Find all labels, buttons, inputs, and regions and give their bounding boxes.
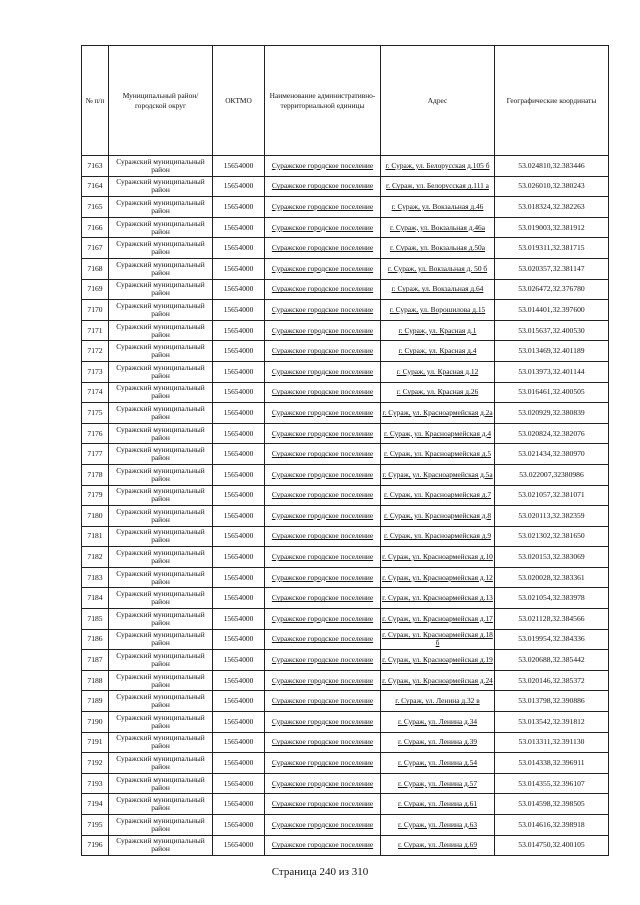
cell-oktmo: 15654000 [213,773,265,794]
cell-num: 7178 [82,464,109,485]
cell-municipality: Суражский муниципальный район [109,156,213,177]
table-row [82,547,609,568]
cell-address: г. Сураж, ул. Вокзальная д.46 [381,197,495,218]
address-table [81,45,609,856]
cell-coords: 53.021434,32.380970 [495,444,609,465]
cell-coords: 53.014616,32.398918 [495,815,609,836]
table-row [82,197,609,218]
cell-oktmo: 15654000 [213,526,265,547]
table-row [82,609,609,630]
cell-oktmo: 15654000 [213,650,265,671]
cell-municipality: Суражский муниципальный район [109,588,213,609]
cell-unit: Суражское городское поселение [265,464,381,485]
cell-oktmo: 15654000 [213,588,265,609]
cell-oktmo: 15654000 [213,567,265,588]
cell-num: 7176 [82,423,109,444]
cell-oktmo: 15654000 [213,506,265,527]
table-row [82,670,609,691]
cell-address: г. Сураж, ул. Красная д.1 [381,320,495,341]
cell-oktmo: 15654000 [213,217,265,238]
cell-coords: 53.019311,32.381715 [495,238,609,259]
cell-coords: 53.020357,32.381147 [495,258,609,279]
table-row [82,588,609,609]
cell-address: г. Сураж, ул. Белорусская д.105 б [381,156,495,177]
cell-coords: 53.018324,32.382263 [495,197,609,218]
header-num: № п/п [82,46,109,156]
cell-municipality: Суражский муниципальный район [109,794,213,815]
cell-oktmo: 15654000 [213,732,265,753]
cell-num: 7193 [82,773,109,794]
cell-municipality: Суражский муниципальный район [109,320,213,341]
cell-num: 7186 [82,629,109,650]
cell-address: г. Сураж, ул. Красноармейская д.18 б [381,629,495,650]
cell-num: 7184 [82,588,109,609]
cell-municipality: Суражский муниципальный район [109,238,213,259]
cell-municipality: Суражский муниципальный район [109,732,213,753]
table-row [82,650,609,671]
cell-oktmo: 15654000 [213,382,265,403]
cell-num: 7175 [82,403,109,424]
cell-coords: 53.020824,32.382076 [495,423,609,444]
table-row [82,238,609,259]
cell-municipality: Суражский муниципальный район [109,217,213,238]
cell-address: г. Сураж, ул. Красноармейская д.24 [381,670,495,691]
cell-oktmo: 15654000 [213,423,265,444]
table-row [82,423,609,444]
cell-address: г. Сураж, ул. Красная д.26 [381,382,495,403]
table-row [82,732,609,753]
cell-num: 7180 [82,506,109,527]
cell-unit: Суражское городское поселение [265,547,381,568]
cell-oktmo: 15654000 [213,300,265,321]
cell-coords: 53.014355,32.396107 [495,773,609,794]
cell-oktmo: 15654000 [213,444,265,465]
cell-unit: Суражское городское поселение [265,156,381,177]
cell-address: г. Сураж, ул. Красноармейская д.2а [381,403,495,424]
cell-num: 7177 [82,444,109,465]
cell-oktmo: 15654000 [213,279,265,300]
cell-coords: 53.020113,32.382359 [495,506,609,527]
table-header [82,46,609,156]
cell-municipality: Суражский муниципальный район [109,361,213,382]
cell-address: г. Сураж, ул. Ленина д.39 [381,732,495,753]
cell-address: г. Сураж, ул. Вокзальная д. 50 б [381,258,495,279]
cell-num: 7188 [82,670,109,691]
cell-oktmo: 15654000 [213,835,265,856]
cell-oktmo: 15654000 [213,629,265,650]
cell-address: г. Сураж, ул. Красная д.4 [381,341,495,362]
cell-num: 7167 [82,238,109,259]
cell-num: 7165 [82,197,109,218]
table-body [82,156,609,856]
cell-unit: Суражское городское поселение [265,567,381,588]
table-row [82,444,609,465]
header-unit: Наименование административно-территориальной единицы [265,46,381,156]
cell-num: 7192 [82,753,109,774]
cell-address: г. Сураж, ул. Ленина д.34 [381,712,495,733]
cell-coords: 53.015637,32.400530 [495,320,609,341]
cell-num: 7189 [82,691,109,712]
table-row [82,835,609,856]
table-row [82,279,609,300]
cell-num: 7174 [82,382,109,403]
cell-coords: 53.014598,32.398505 [495,794,609,815]
cell-unit: Суражское городское поселение [265,794,381,815]
cell-oktmo: 15654000 [213,815,265,836]
cell-municipality: Суражский муниципальный район [109,609,213,630]
cell-unit: Суражское городское поселение [265,258,381,279]
cell-num: 7166 [82,217,109,238]
cell-num: 7194 [82,794,109,815]
cell-oktmo: 15654000 [213,691,265,712]
cell-num: 7163 [82,156,109,177]
cell-municipality: Суражский муниципальный район [109,547,213,568]
cell-coords: 53.020028,32.383361 [495,567,609,588]
cell-unit: Суражское городское поселение [265,588,381,609]
table-row [82,403,609,424]
cell-coords: 53.026472,32.376780 [495,279,609,300]
cell-unit: Суражское городское поселение [265,341,381,362]
table-row [82,382,609,403]
cell-municipality: Суражский муниципальный район [109,526,213,547]
cell-unit: Суражское городское поселение [265,732,381,753]
cell-address: г. Сураж, ул. Вокзальная д.64 [381,279,495,300]
cell-oktmo: 15654000 [213,341,265,362]
cell-address: г. Сураж, ул. Вокзальная д.50а [381,238,495,259]
cell-municipality: Суражский муниципальный район [109,815,213,836]
cell-oktmo: 15654000 [213,712,265,733]
cell-unit: Суражское городское поселение [265,197,381,218]
cell-unit: Суражское городское поселение [265,691,381,712]
table-row [82,464,609,485]
cell-coords: 53.019954,32.384336 [495,629,609,650]
cell-unit: Суражское городское поселение [265,773,381,794]
cell-coords: 53.021128,32.384566 [495,609,609,630]
table-row [82,773,609,794]
cell-address: г. Сураж, ул. Красноармейская д.13 [381,588,495,609]
cell-oktmo: 15654000 [213,753,265,774]
cell-num: 7181 [82,526,109,547]
cell-municipality: Суражский муниципальный район [109,464,213,485]
cell-num: 7187 [82,650,109,671]
cell-address: г. Сураж, ул. Красноармейская д.4 [381,423,495,444]
cell-num: 7172 [82,341,109,362]
cell-oktmo: 15654000 [213,464,265,485]
cell-num: 7173 [82,361,109,382]
cell-coords: 53.013311,32.391130 [495,732,609,753]
cell-oktmo: 15654000 [213,197,265,218]
cell-unit: Суражское городское поселение [265,382,381,403]
cell-coords: 53.022007,32380986 [495,464,609,485]
header-row [82,46,609,156]
cell-unit: Суражское городское поселение [265,815,381,836]
table-row [82,485,609,506]
cell-coords: 53.026010,32.380243 [495,176,609,197]
table-row [82,176,609,197]
cell-unit: Суражское городское поселение [265,712,381,733]
cell-unit: Суражское городское поселение [265,650,381,671]
cell-oktmo: 15654000 [213,258,265,279]
cell-address: г. Сураж, ул. Красноармейская д.5а [381,464,495,485]
cell-address: г. Сураж, ул. Ленина д.32 в [381,691,495,712]
cell-unit: Суражское городское поселение [265,506,381,527]
cell-municipality: Суражский муниципальный район [109,567,213,588]
cell-address: г. Сураж, ул. Красноармейская д.7 [381,485,495,506]
table-row [82,691,609,712]
cell-municipality: Суражский муниципальный район [109,444,213,465]
cell-municipality: Суражский муниципальный район [109,773,213,794]
cell-unit: Суражское городское поселение [265,238,381,259]
cell-municipality: Суражский муниципальный район [109,506,213,527]
cell-coords: 53.024810,32.383446 [495,156,609,177]
cell-address: г. Сураж, ул. Красноармейская д.5 [381,444,495,465]
cell-unit: Суражское городское поселение [265,753,381,774]
cell-coords: 53.016461,32.400505 [495,382,609,403]
cell-address: г. Сураж, ул. Ленина д.54 [381,753,495,774]
cell-address: г. Сураж, ул. Красноармейская д.10 [381,547,495,568]
cell-municipality: Суражский муниципальный район [109,258,213,279]
cell-address: г. Сураж, ул. Ленина д.63 [381,815,495,836]
cell-oktmo: 15654000 [213,794,265,815]
cell-unit: Суражское городское поселение [265,279,381,300]
cell-unit: Суражское городское поселение [265,320,381,341]
cell-num: 7196 [82,835,109,856]
cell-municipality: Суражский муниципальный район [109,712,213,733]
cell-num: 7182 [82,547,109,568]
cell-num: 7164 [82,176,109,197]
cell-coords: 53.021054,32.383978 [495,588,609,609]
cell-num: 7170 [82,300,109,321]
cell-unit: Суражское городское поселение [265,526,381,547]
cell-num: 7183 [82,567,109,588]
cell-unit: Суражское городское поселение [265,485,381,506]
table-row [82,567,609,588]
cell-coords: 53.020146,32.385372 [495,670,609,691]
cell-municipality: Суражский муниципальный район [109,650,213,671]
cell-municipality: Суражский муниципальный район [109,382,213,403]
cell-coords: 53.014750,32.400105 [495,835,609,856]
cell-municipality: Суражский муниципальный район [109,279,213,300]
cell-oktmo: 15654000 [213,403,265,424]
cell-coords: 53.013469,32.401189 [495,341,609,362]
header-municipality: Муниципальный район/городской округ [109,46,213,156]
cell-num: 7190 [82,712,109,733]
cell-oktmo: 15654000 [213,156,265,177]
cell-oktmo: 15654000 [213,176,265,197]
cell-oktmo: 15654000 [213,320,265,341]
cell-num: 7179 [82,485,109,506]
cell-unit: Суражское городское поселение [265,361,381,382]
cell-coords: 53.021057,32.381071 [495,485,609,506]
cell-address: г. Сураж, ул. Ленина д.69 [381,835,495,856]
cell-num: 7185 [82,609,109,630]
cell-address: г. Сураж, ул. Ленина д.57 [381,773,495,794]
cell-unit: Суражское городское поселение [265,629,381,650]
table-row [82,629,609,650]
cell-coords: 53.014338,32.396911 [495,753,609,774]
cell-coords: 53.020153,32.383069 [495,547,609,568]
cell-coords: 53.013973,32.401144 [495,361,609,382]
cell-municipality: Суражский муниципальный район [109,403,213,424]
cell-municipality: Суражский муниципальный район [109,300,213,321]
cell-address: г. Сураж, ул. Красноармейская д.9 [381,526,495,547]
cell-address: г. Сураж, ул. Красноармейская д.8 [381,506,495,527]
cell-unit: Суражское городское поселение [265,300,381,321]
cell-coords: 53.021302,32.381650 [495,526,609,547]
cell-unit: Суражское городское поселение [265,670,381,691]
table-row [82,341,609,362]
cell-oktmo: 15654000 [213,238,265,259]
table-row [82,506,609,527]
cell-coords: 53.020929,32.380839 [495,403,609,424]
table-row [82,320,609,341]
cell-municipality: Суражский муниципальный район [109,670,213,691]
cell-num: 7171 [82,320,109,341]
cell-municipality: Суражский муниципальный район [109,629,213,650]
cell-municipality: Суражский муниципальный район [109,691,213,712]
table-row [82,526,609,547]
cell-oktmo: 15654000 [213,485,265,506]
cell-coords: 53.013542,32.391812 [495,712,609,733]
cell-coords: 53.020688,32.385442 [495,650,609,671]
table-row [82,156,609,177]
cell-unit: Суражское городское поселение [265,609,381,630]
cell-num: 7195 [82,815,109,836]
table-row [82,258,609,279]
cell-coords: 53.013798,32.390886 [495,691,609,712]
cell-municipality: Суражский муниципальный район [109,197,213,218]
cell-unit: Суражское городское поселение [265,835,381,856]
cell-municipality: Суражский муниципальный район [109,485,213,506]
cell-address: г. Сураж, ул. Красная д.12 [381,361,495,382]
cell-unit: Суражское городское поселение [265,423,381,444]
cell-coords: 53.014401,32.397600 [495,300,609,321]
cell-municipality: Суражский муниципальный район [109,423,213,444]
table-row [82,217,609,238]
cell-address: г. Сураж, ул. Ленина д.61 [381,794,495,815]
cell-num: 7191 [82,732,109,753]
table-row [82,815,609,836]
header-oktmo: ОКТМО [213,46,265,156]
cell-oktmo: 15654000 [213,361,265,382]
cell-municipality: Суражский муниципальный район [109,753,213,774]
cell-municipality: Суражский муниципальный район [109,341,213,362]
cell-unit: Суражское городское поселение [265,444,381,465]
cell-unit: Суражское городское поселение [265,403,381,424]
cell-address: г. Сураж, ул. Красноармейская д.17 [381,609,495,630]
cell-address: г. Сураж, ул. Красноармейская д.12 [381,567,495,588]
table-row [82,712,609,733]
cell-oktmo: 15654000 [213,547,265,568]
cell-coords: 53.019003,32.381912 [495,217,609,238]
cell-municipality: Суражский муниципальный район [109,176,213,197]
cell-address: г. Сураж, ул. Белорусская д.111 а [381,176,495,197]
cell-address: г. Сураж, ул. Вокзальная д.46а [381,217,495,238]
cell-municipality: Суражский муниципальный район [109,835,213,856]
page-number: Страница 240 из 310 [271,866,369,878]
cell-oktmo: 15654000 [213,670,265,691]
cell-num: 7169 [82,279,109,300]
cell-address: г. Сураж, ул. Красноармейская д.19 [381,650,495,671]
header-coords: Географические координаты [495,46,609,156]
cell-address: г. Сураж, ул. Ворошилова д.15 [381,300,495,321]
table-row [82,753,609,774]
table-row [82,300,609,321]
cell-unit: Суражское городское поселение [265,217,381,238]
header-address: Адрес [381,46,495,156]
cell-oktmo: 15654000 [213,609,265,630]
table-row [82,794,609,815]
cell-unit: Суражское городское поселение [265,176,381,197]
table-row [82,361,609,382]
cell-num: 7168 [82,258,109,279]
